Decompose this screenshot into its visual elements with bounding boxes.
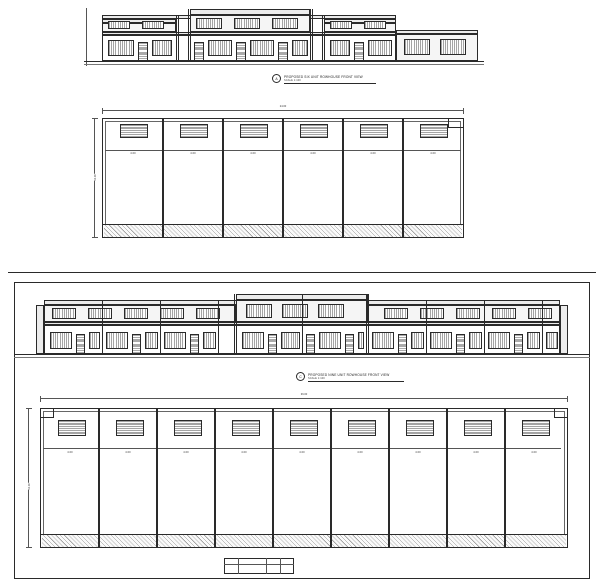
partition-2 — [164, 150, 222, 151]
lower-stair-run-1 — [58, 420, 86, 436]
column-line-4 — [322, 15, 323, 61]
lower-plan-right-notch — [554, 408, 568, 418]
party-wall-4 — [342, 118, 344, 238]
scale-text: SCALE 1:100 — [308, 376, 325, 380]
lower-end-wall-right — [560, 305, 568, 354]
window-upper-4 — [234, 18, 260, 29]
entrance-walk-joint-1 — [238, 558, 239, 574]
plan-overall-depth-text: 10.00 — [94, 174, 97, 181]
lower-window-upper-7 — [282, 304, 308, 318]
lower-stair-run-6 — [348, 420, 376, 436]
entrance-walk-joint-2 — [266, 558, 267, 574]
column-line-1b — [178, 15, 179, 61]
lower-window-ground-2 — [89, 332, 100, 349]
lower-window-upper-10 — [420, 308, 444, 319]
upper-floor-plan-drawing — [88, 106, 478, 248]
lower-stair-run-7 — [406, 420, 434, 436]
lower-window-ground-7 — [242, 332, 264, 349]
lower-door-1 — [76, 334, 85, 354]
lower-floor-plan-drawing — [14, 390, 590, 582]
unit-label-2: 4.00 — [190, 152, 196, 155]
column-line-2b — [190, 9, 191, 61]
lower-window-ground-17 — [546, 332, 558, 349]
lower-partition-1 — [43, 448, 98, 449]
lower-frame-bottom — [14, 578, 590, 579]
partition-6 — [404, 150, 461, 151]
entrance-walk-joint-3 — [280, 558, 281, 574]
window-ground-1 — [108, 40, 134, 56]
lower-unit-label-6: 4.00 — [357, 451, 363, 454]
lower-window-ground-15 — [488, 332, 510, 349]
ground-line — [84, 61, 484, 62]
lower-elevation-title — [296, 372, 456, 384]
lower-window-upper-3 — [124, 308, 148, 319]
party-wall-3 — [282, 118, 284, 238]
lower-plan-depth-dim — [28, 408, 29, 548]
column-line-2 — [188, 9, 189, 61]
lower-party-wall-2 — [156, 408, 158, 548]
unit-label-4: 4.00 — [310, 152, 316, 155]
lower-window-upper-5 — [196, 308, 220, 319]
window-upper-3 — [196, 18, 222, 29]
window-ground-2 — [152, 40, 172, 56]
window-upper-2 — [142, 21, 164, 29]
lower-party-wall-5 — [330, 408, 332, 548]
lower-unit-label-9: 4.00 — [531, 451, 537, 454]
detail-bubble — [296, 372, 305, 381]
column-line-3b — [312, 9, 313, 61]
lower-party-wall-3 — [214, 408, 216, 548]
lower-stair-run-2 — [116, 420, 144, 436]
lower-window-ground-4 — [145, 332, 158, 349]
title-underline — [308, 381, 404, 382]
column-line-3 — [310, 9, 311, 61]
lower-column-4b — [236, 294, 237, 354]
ground-line-shadow — [84, 64, 484, 65]
door-ground-1 — [138, 42, 148, 61]
party-wall-2 — [222, 118, 224, 238]
stair-run-6 — [420, 124, 448, 138]
lower-party-wall-8 — [504, 408, 506, 548]
door-ground-4 — [278, 42, 288, 61]
lower-window-ground-14 — [469, 332, 482, 349]
lower-plan-width-text: 36.00 — [300, 393, 308, 396]
lower-window-ground-1 — [50, 332, 72, 349]
lower-plan-depth-text: 10.00 — [28, 483, 31, 490]
sheet-divider — [8, 272, 596, 273]
lower-stair-run-5 — [290, 420, 318, 436]
lower-window-upper-11 — [456, 308, 480, 319]
lower-window-ground-8 — [281, 332, 300, 349]
plan-overall-width-dim — [102, 110, 464, 111]
lower-unit-label-3: 4.00 — [183, 451, 189, 454]
lower-column-2 — [160, 300, 161, 354]
lower-column-5 — [302, 294, 303, 354]
lower-window-ground-12 — [411, 332, 424, 349]
lower-partition-6 — [332, 448, 388, 449]
lower-column-1 — [102, 300, 103, 354]
scale-text: SCALE 1:100 — [284, 78, 301, 82]
lower-elevation-drawing — [14, 282, 590, 366]
lower-plan-left-notch — [40, 408, 54, 418]
window-upper-7 — [364, 21, 386, 29]
entrance-walk — [224, 558, 294, 574]
lower-window-ground-6 — [203, 332, 216, 349]
lower-column-7 — [426, 300, 427, 354]
lower-party-wall-1 — [98, 408, 100, 548]
detail-bubble-label: C — [299, 374, 302, 379]
lower-window-upper-6 — [246, 304, 272, 318]
lower-end-wall-left — [36, 305, 44, 354]
door-ground-5 — [354, 42, 364, 61]
partition-3 — [224, 150, 282, 151]
lower-ground-line — [14, 354, 590, 355]
lower-party-wall-4 — [272, 408, 274, 548]
lower-partition-8 — [448, 448, 504, 449]
stair-run-4 — [300, 124, 328, 138]
window-ground-4 — [250, 40, 274, 56]
partition-4 — [284, 150, 342, 151]
upper-elevation-title — [272, 74, 422, 86]
lower-window-upper-1 — [52, 308, 76, 319]
lower-stair-run-4 — [232, 420, 260, 436]
lower-window-ground-11 — [372, 332, 394, 349]
lower-window-upper-8 — [318, 304, 344, 318]
lower-unit-label-8: 4.00 — [473, 451, 479, 454]
window-upper-6 — [330, 21, 352, 29]
lower-plan-width-dim — [40, 398, 568, 399]
unit-label-3: 4.00 — [250, 152, 256, 155]
lower-column-6 — [366, 294, 367, 354]
lower-door-7 — [398, 334, 407, 354]
lower-unit-label-1: 4.00 — [67, 451, 73, 454]
partition-1 — [105, 150, 162, 151]
lower-stair-run-8 — [464, 420, 492, 436]
window-ground-5 — [292, 40, 308, 56]
entrance-walk-centerline — [224, 564, 294, 565]
lower-stair-run-9 — [522, 420, 550, 436]
lower-window-upper-9 — [384, 308, 408, 319]
lower-window-upper-13 — [528, 308, 552, 319]
window-upper-5 — [272, 18, 298, 29]
stair-run-2 — [180, 124, 208, 138]
lower-partition-9 — [506, 448, 561, 449]
lower-partition-2 — [100, 448, 156, 449]
lower-partition-3 — [158, 448, 214, 449]
lower-party-wall-7 — [446, 408, 448, 548]
lower-window-ground-10 — [358, 332, 364, 349]
unit-label-5: 4.00 — [370, 152, 376, 155]
lower-partition-4 — [216, 448, 272, 449]
window-ground-7 — [368, 40, 392, 56]
door-ground-3 — [236, 42, 246, 61]
lower-window-upper-12 — [492, 308, 516, 319]
lower-window-ground-9 — [319, 332, 341, 349]
lower-column-4 — [234, 294, 235, 354]
lower-frame-left-lower — [14, 366, 15, 578]
lower-frame-top — [14, 282, 590, 283]
lower-door-9 — [514, 334, 523, 354]
lower-window-upper-4 — [160, 308, 184, 319]
lower-column-8 — [484, 300, 485, 354]
window-adjacent-1 — [404, 39, 430, 55]
lower-unit-label-4: 4.00 — [241, 451, 247, 454]
window-ground-3 — [208, 40, 232, 56]
detail-bubble-label: A — [275, 76, 278, 81]
door-ground-2 — [194, 42, 204, 61]
lower-window-upper-2 — [88, 308, 112, 319]
lower-partition-5 — [274, 448, 330, 449]
lower-door-2 — [132, 334, 141, 354]
lower-partition-7 — [390, 448, 446, 449]
lower-door-6 — [345, 334, 354, 354]
lower-door-8 — [456, 334, 465, 354]
adjacent-wall-cap — [396, 30, 478, 34]
lower-frame-right-lower — [589, 366, 590, 578]
upper-elevation-drawing — [84, 6, 484, 68]
lower-door-5 — [306, 334, 315, 354]
stair-run-5 — [360, 124, 388, 138]
lower-window-ground-5 — [164, 332, 186, 349]
lower-ground-shadow — [14, 357, 590, 358]
title-text: PROPOSED SIX UNIT ROWHOUSE FRONT VIEW — [284, 74, 363, 79]
lower-column-9 — [542, 300, 543, 354]
window-adjacent-2 — [440, 39, 466, 55]
detail-bubble — [272, 74, 281, 83]
lower-column-3 — [218, 300, 219, 354]
lower-door-4 — [268, 334, 277, 354]
window-ground-6 — [330, 40, 350, 56]
plan-right-notch — [448, 118, 464, 128]
lower-party-wall-6 — [388, 408, 390, 548]
unit-label-6: 4.00 — [430, 152, 436, 155]
lower-window-ground-3 — [106, 332, 128, 349]
stair-run-3 — [240, 124, 268, 138]
lower-column-6b — [368, 294, 369, 354]
lower-unit-label-5: 4.00 — [299, 451, 305, 454]
column-line-4b — [324, 15, 325, 61]
lower-window-ground-16 — [527, 332, 540, 349]
unit-label-1: 4.00 — [130, 152, 136, 155]
lower-unit-label-7: 4.00 — [415, 451, 421, 454]
plan-overall-width-text: 24.00 — [279, 105, 287, 108]
lower-stair-run-3 — [174, 420, 202, 436]
lower-unit-label-2: 4.00 — [125, 451, 131, 454]
title-text: PROPOSED NINE UNIT ROWHOUSE FRONT VIEW — [308, 372, 390, 377]
lower-plan-front-porch-hatch — [42, 535, 566, 547]
stair-run-1 — [120, 124, 148, 138]
lower-window-ground-13 — [430, 332, 452, 349]
title-underline — [284, 83, 376, 84]
window-upper-1 — [108, 21, 130, 29]
elevation-grid-line-left — [86, 8, 87, 66]
party-wall-5 — [402, 118, 404, 238]
partition-5 — [344, 150, 402, 151]
party-wall-1 — [162, 118, 164, 238]
column-line-1 — [176, 15, 177, 61]
lower-door-3 — [190, 334, 199, 354]
